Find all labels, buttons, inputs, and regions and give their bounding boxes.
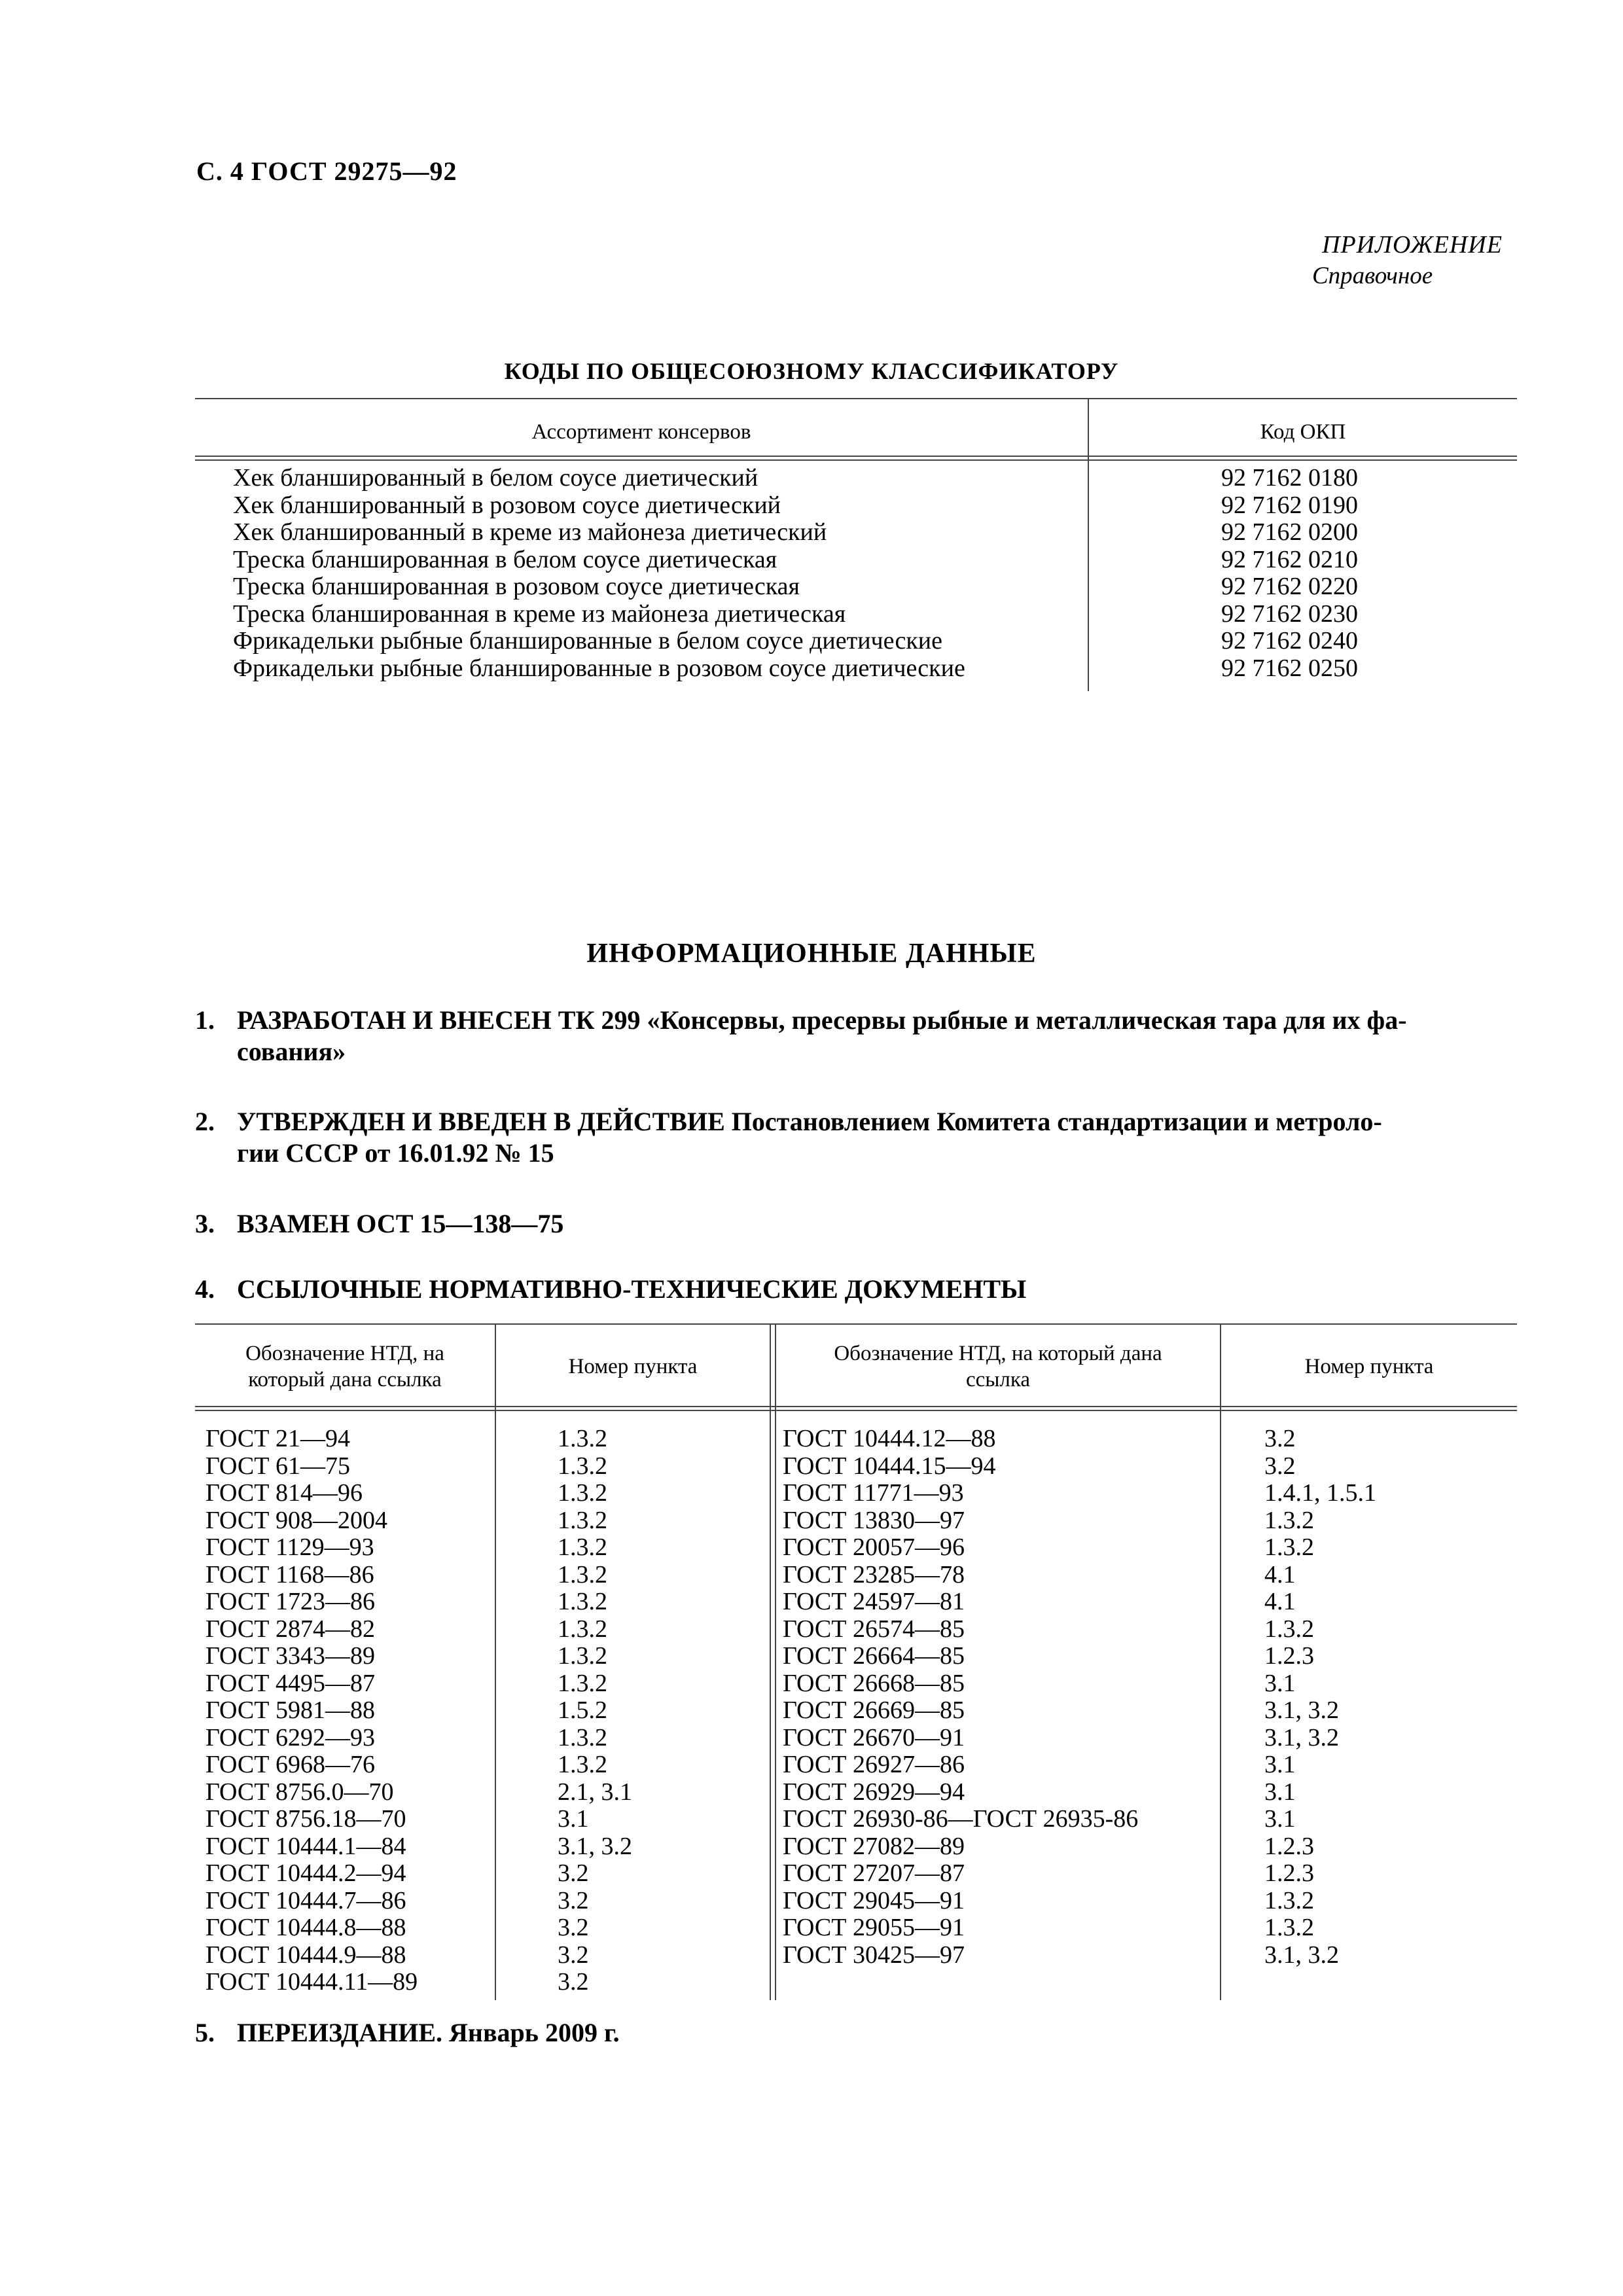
codes-header-code: Код ОКП [1260, 420, 1346, 444]
refs-row-point: 2.1, 3.1 [558, 1778, 632, 1806]
column-divider [495, 1323, 496, 2000]
refs-row-point: 1.3.2 [558, 1723, 607, 1751]
refs-row-point: 1.2.3 [1264, 1859, 1314, 1887]
info-item-5 [195, 2017, 1569, 2050]
item-text-line: гии СССР от 16.01.92 № 15 [237, 1138, 554, 1168]
refs-row-doc: ГОСТ 13830—97 [783, 1506, 965, 1534]
refs-header-point2: Номер пункта [1304, 1355, 1434, 1378]
refs-row-doc: ГОСТ 1168—86 [205, 1560, 374, 1588]
refs-row-point: 1.3.2 [558, 1479, 607, 1507]
codes-row-code: 92 7162 0210 [1221, 545, 1358, 573]
refs-row-point: 1.5.2 [558, 1696, 607, 1724]
item-text-line: УТВЕРЖДЕН И ВВЕДЕН В ДЕЙСТВИЕ Постановлением Комитета стандартизации и метроло- [237, 1107, 1382, 1136]
refs-header-point: Номер пункта [568, 1355, 698, 1378]
codes-row-name: Треска бланшированная в розовом соусе диетическая [233, 573, 800, 600]
refs-row-point: 3.2 [1264, 1452, 1296, 1480]
codes-row-name: Фрикадельки рыбные бланшированные в белом соусе диетические [233, 627, 943, 655]
refs-row-doc: ГОСТ 26574—85 [783, 1615, 965, 1643]
refs-row-doc: ГОСТ 6292—93 [205, 1723, 375, 1751]
refs-row-point: 3.2 [558, 1968, 589, 1996]
codes-row-name: Хек бланшированный в креме из майонеза диетический [233, 518, 827, 546]
codes-row-code: 92 7162 0230 [1221, 600, 1358, 628]
refs-row-doc: ГОСТ 26929—94 [783, 1778, 965, 1806]
table-rule [195, 398, 1517, 399]
info-title: ИНФОРМАЦИОННЫЕ ДАННЫЕ [586, 939, 1037, 969]
refs-row-point: 1.2.3 [1264, 1642, 1314, 1670]
info-item-4 [195, 1274, 1569, 1306]
refs-row-doc: ГОСТ 26927—86 [783, 1751, 965, 1778]
refs-row-doc: ГОСТ 10444.11—89 [205, 1968, 418, 1996]
refs-row-point: 4.1 [1264, 1588, 1296, 1615]
codes-row-name: Треска бланшированная в белом соусе диетическая [233, 545, 777, 573]
refs-left-points [558, 1426, 632, 1996]
refs-row-doc: ГОСТ 24597—81 [783, 1588, 965, 1615]
refs-row-point: 3.1, 3.2 [558, 1832, 632, 1860]
codes-row-name: Хек бланшированный в розовом соусе диетический [233, 491, 781, 519]
refs-right-points [1264, 1426, 1376, 1969]
item-text-line: сования» [237, 1037, 346, 1066]
appendix-title: ПРИЛОЖЕНИЕ [1322, 231, 1503, 259]
refs-row-doc: ГОСТ 26930-86—ГОСТ 26935-86 [783, 1805, 1139, 1833]
info-item-1 [195, 1005, 1569, 1070]
appendix-subtitle: Справочное [1312, 262, 1433, 289]
item-number: 4. [195, 1274, 215, 1304]
refs-row-point: 3.1 [1264, 1669, 1296, 1697]
refs-row-doc: ГОСТ 5981—88 [205, 1696, 375, 1724]
refs-row-doc: ГОСТ 10444.7—86 [205, 1886, 406, 1914]
refs-row-doc: ГОСТ 29055—91 [783, 1914, 965, 1941]
refs-header-doc [195, 1340, 495, 1393]
refs-row-point: 3.1, 3.2 [1264, 1941, 1339, 1969]
refs-row-doc: ГОСТ 11771—93 [783, 1479, 964, 1507]
refs-row-point: 3.1 [1264, 1805, 1296, 1833]
refs-row-point: 3.2 [558, 1941, 589, 1969]
refs-row-point: 1.3.2 [1264, 1886, 1314, 1914]
refs-row-point: 1.2.3 [1264, 1832, 1314, 1860]
codes-header-assortment: Ассортимент консервов [531, 420, 751, 444]
codes-title: КОДЫ ПО ОБЩЕСОЮЗНОМУ КЛАССИФИКАТОРУ [504, 358, 1119, 384]
refs-row-point: 1.3.2 [1264, 1534, 1314, 1561]
refs-row-doc: ГОСТ 908—2004 [205, 1506, 387, 1534]
codes-row-name: Фрикадельки рыбные бланшированные в розовом соусе диетические [233, 654, 965, 682]
refs-row-doc: ГОСТ 1129—93 [205, 1534, 374, 1561]
refs-row-doc: ГОСТ 6968—76 [205, 1751, 375, 1778]
refs-row-point: 1.3.2 [558, 1452, 607, 1480]
refs-row-doc: ГОСТ 26670—91 [783, 1723, 965, 1751]
refs-header-doc2-line: Обозначение НТД, на который дана [834, 1342, 1162, 1365]
refs-row-point: 1.3.2 [558, 1642, 607, 1670]
refs-row-doc: ГОСТ 20057—96 [783, 1534, 965, 1561]
info-item-3 [195, 1208, 1569, 1241]
codes-row-code: 92 7162 0200 [1221, 518, 1358, 546]
refs-row-point: 3.2 [558, 1859, 589, 1887]
refs-header-doc-line: который дана ссылка [248, 1368, 442, 1391]
codes-row-code: 92 7162 0190 [1221, 491, 1358, 519]
header-double-rule [195, 1406, 1517, 1411]
refs-row-point: 3.1 [1264, 1778, 1296, 1806]
column-divider [1220, 1323, 1221, 2000]
refs-row-point: 3.1 [1264, 1751, 1296, 1778]
refs-row-point: 4.1 [1264, 1560, 1296, 1588]
refs-row-point: 1.3.2 [558, 1506, 607, 1534]
refs-header-doc2 [776, 1340, 1220, 1393]
codes-row-code: 92 7162 0240 [1221, 627, 1358, 655]
refs-row-point: 3.1 [558, 1805, 589, 1833]
refs-row-point: 3.2 [558, 1886, 589, 1914]
refs-row-doc: ГОСТ 10444.12—88 [783, 1425, 996, 1452]
refs-row-doc: ГОСТ 8756.18—70 [205, 1805, 406, 1833]
codes-row-name: Хек бланшированный в белом соусе диетический [233, 464, 758, 492]
codes-row-name: Треска бланшированная в креме из майонеза диетическая [233, 600, 846, 628]
refs-row-doc: ГОСТ 61—75 [205, 1452, 350, 1480]
refs-row-point: 3.1, 3.2 [1264, 1723, 1339, 1751]
codes-assortment-list [233, 465, 965, 682]
table-rule [195, 1323, 1517, 1325]
refs-right-docs [783, 1426, 1138, 1969]
refs-row-doc: ГОСТ 26668—85 [783, 1669, 965, 1697]
codes-okp-list [1221, 465, 1358, 682]
refs-row-point: 1.3.2 [1264, 1914, 1314, 1941]
refs-row-doc: ГОСТ 4495—87 [205, 1669, 375, 1697]
refs-row-doc: ГОСТ 30425—97 [783, 1941, 965, 1969]
refs-row-point: 1.3.2 [558, 1615, 607, 1643]
refs-row-doc: ГОСТ 1723—86 [205, 1588, 375, 1615]
refs-row-doc: ГОСТ 10444.2—94 [205, 1859, 406, 1887]
info-item-2 [195, 1106, 1569, 1172]
refs-row-point: 1.3.2 [558, 1534, 607, 1561]
column-divider [770, 1323, 771, 2000]
refs-header-doc-line: Обозначение НТД, на [245, 1342, 444, 1365]
refs-row-doc: ГОСТ 10444.8—88 [205, 1914, 406, 1941]
item-text-line: ВЗАМЕН ОСТ 15—138—75 [237, 1209, 564, 1238]
item-number: 1. [195, 1005, 215, 1035]
refs-row-doc: ГОСТ 814—96 [205, 1479, 363, 1507]
item-text-line: ССЫЛОЧНЫЕ НОРМАТИВНО-ТЕХНИЧЕСКИЕ ДОКУМЕНТЫ [237, 1274, 1027, 1304]
refs-row-doc: ГОСТ 2874—82 [205, 1615, 375, 1643]
refs-row-doc: ГОСТ 26669—85 [783, 1696, 965, 1724]
refs-row-doc: ГОСТ 27207—87 [783, 1859, 965, 1887]
item-number: 5. [195, 2018, 215, 2047]
column-divider [775, 1323, 776, 2000]
item-text-line: ПЕРЕИЗДАНИЕ. Январь 2009 г. [237, 2018, 620, 2047]
refs-row-doc: ГОСТ 3343—89 [205, 1642, 375, 1670]
item-text-line: РАЗРАБОТАН И ВНЕСЕН ТК 299 «Консервы, пресервы рыбные и металлическая тара для их фа- [237, 1005, 1407, 1035]
refs-left-docs [205, 1426, 418, 1996]
refs-row-point: 1.3.2 [558, 1751, 607, 1778]
header-double-rule [195, 456, 1517, 461]
item-number: 2. [195, 1107, 215, 1136]
refs-row-point: 1.3.2 [558, 1425, 607, 1452]
refs-row-doc: ГОСТ 10444.15—94 [783, 1452, 996, 1480]
item-number: 3. [195, 1209, 215, 1238]
codes-row-code: 92 7162 0250 [1221, 654, 1358, 682]
page-header: С. 4 ГОСТ 29275—92 [196, 156, 457, 186]
refs-header-doc2-line: ссылка [965, 1368, 1031, 1391]
refs-row-point: 1.3.2 [558, 1588, 607, 1615]
refs-row-doc: ГОСТ 29045—91 [783, 1886, 965, 1914]
refs-row-doc: ГОСТ 23285—78 [783, 1560, 965, 1588]
refs-row-doc: ГОСТ 10444.1—84 [205, 1832, 406, 1860]
refs-row-point: 1.4.1, 1.5.1 [1264, 1479, 1376, 1507]
refs-row-doc: ГОСТ 10444.9—88 [205, 1941, 406, 1969]
refs-row-point: 3.2 [558, 1914, 589, 1941]
refs-row-doc: ГОСТ 27082—89 [783, 1832, 965, 1860]
refs-row-doc: ГОСТ 21—94 [205, 1425, 350, 1452]
refs-row-point: 1.3.2 [1264, 1615, 1314, 1643]
refs-row-point: 3.2 [1264, 1425, 1296, 1452]
refs-row-point: 1.3.2 [558, 1560, 607, 1588]
refs-row-point: 1.3.2 [1264, 1506, 1314, 1534]
codes-row-code: 92 7162 0220 [1221, 573, 1358, 600]
refs-row-point: 3.1, 3.2 [1264, 1696, 1339, 1724]
refs-row-doc: ГОСТ 8756.0—70 [205, 1778, 394, 1806]
codes-row-code: 92 7162 0180 [1221, 464, 1358, 492]
refs-row-doc: ГОСТ 26664—85 [783, 1642, 965, 1670]
refs-row-point: 1.3.2 [558, 1669, 607, 1697]
